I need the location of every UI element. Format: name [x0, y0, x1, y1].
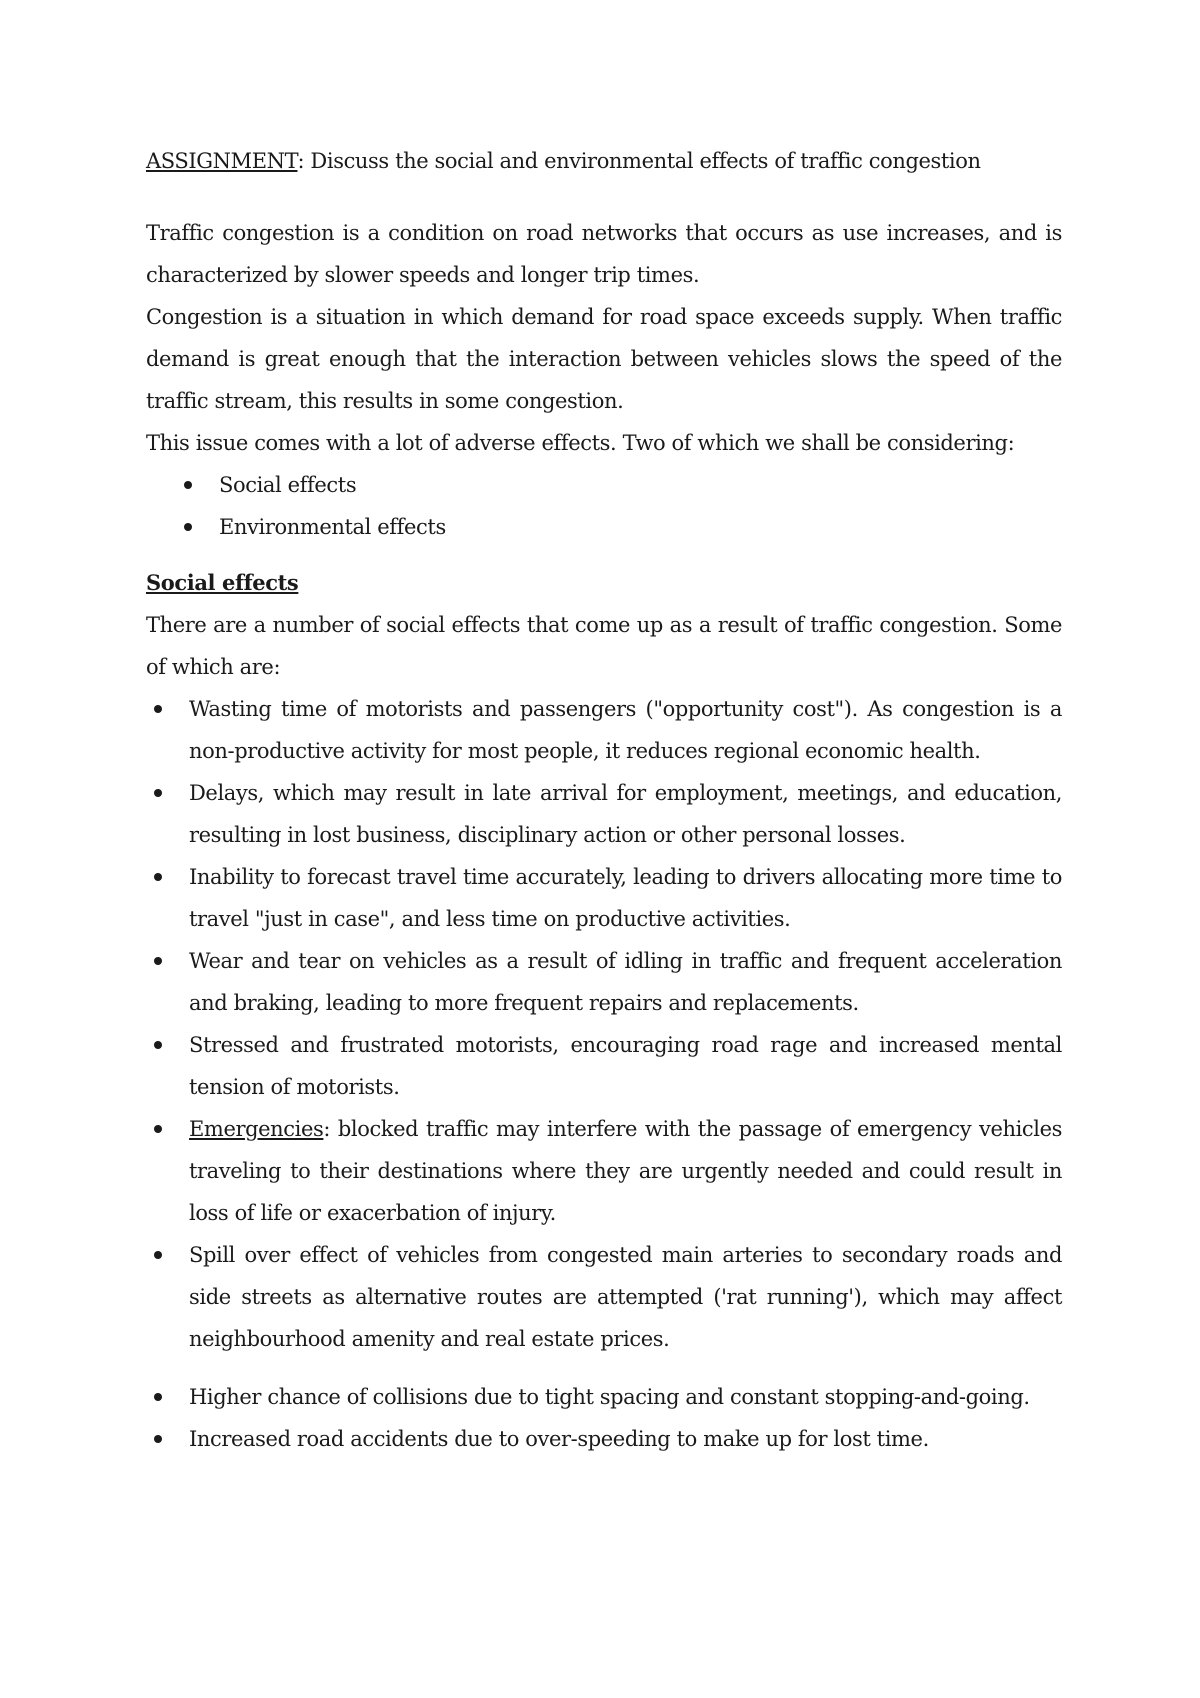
list-item: [146, 464, 1062, 506]
social-effects-list-continued: [146, 1376, 1062, 1460]
section-heading-social-effects: Social effects: [146, 570, 299, 595]
effects-list: [146, 464, 1062, 548]
document-page: [146, 140, 1062, 1460]
list-item: [146, 1418, 1062, 1460]
bullet-icon: [154, 957, 162, 965]
bullet-icon: [154, 873, 162, 881]
bullet-icon: [184, 523, 192, 531]
bullet-icon: [154, 1435, 162, 1443]
list-item-text: Social effects: [219, 473, 357, 497]
bullet-icon: [154, 1251, 162, 1259]
list-item-text: Environmental effects: [219, 515, 446, 539]
list-item: [146, 1376, 1062, 1418]
list-item-text: Stressed and frustrated motorists, encouraging road rage and increased mental tension of motorists.: [189, 1033, 1062, 1099]
bullet-icon: [154, 705, 162, 713]
list-item-text: Inability to forecast travel time accurately, leading to drivers allocating more time to travel "just in case", and less time on productive activities.: [189, 865, 1062, 931]
bullet-icon: [154, 1125, 162, 1133]
emergencies-label: Emergencies: [189, 1117, 324, 1141]
list-item-text: Spill over effect of vehicles from congested main arteries to secondary roads and side streets as alternative routes are attempted ('rat running'), which may affect neighbourhood amenity and real estate prices.: [189, 1243, 1062, 1351]
assignment-label: ASSIGNMENT: [146, 149, 298, 173]
list-item-text: Higher chance of collisions due to tight spacing and constant stopping-and-going.: [189, 1385, 1030, 1409]
intro-paragraph-definition: Traffic congestion is a condition on road networks that occurs as use increases, and is characterized by slower speeds and longer trip times.: [146, 221, 1062, 287]
assignment-topic: : Discuss the social and environmental effects of traffic congestion: [297, 149, 981, 173]
list-item-text: Wear and tear on vehicles as a result of idling in traffic and frequent acceleration and braking, leading to more frequent repairs and replacements.: [189, 949, 1062, 1015]
list-item-text: Delays, which may result in late arrival for employment, meetings, and education, resulting in lost business, disciplinary action or other personal losses.: [189, 781, 1062, 847]
bullet-icon: [154, 1393, 162, 1401]
list-item: [146, 506, 1062, 548]
list-item: [146, 772, 1062, 856]
list-item: [146, 1108, 1062, 1234]
list-item: [146, 688, 1062, 772]
list-item: [146, 1234, 1062, 1360]
bullet-icon: [154, 1041, 162, 1049]
list-item-text: Wasting time of motorists and passengers ("opportunity cost"). As congestion is a non-productive activity for most people, it reduces regional economic health.: [189, 697, 1062, 763]
intro-paragraph-congestion: Congestion is a situation in which demand for road space exceeds supply. When traffic demand is great enough that the interaction between vehicles slows the speed of the traffic stream, this results in some congestion.: [146, 305, 1062, 413]
social-effects-list: [146, 688, 1062, 1360]
bullet-icon: [184, 481, 192, 489]
list-item: [146, 856, 1062, 940]
list-item: [146, 1024, 1062, 1108]
intro-paragraph-effects: This issue comes with a lot of adverse effects. Two of which we shall be considering:: [146, 431, 1015, 455]
social-intro-paragraph: There are a number of social effects that come up as a result of traffic congestion. Some of which are:: [146, 613, 1062, 679]
list-item-text: : blocked traffic may interfere with the passage of emergency vehicles traveling to their destinations where they are urgently needed and could result in loss of life or exacerbation of injury.: [189, 1117, 1062, 1225]
bullet-icon: [154, 789, 162, 797]
list-item: [146, 940, 1062, 1024]
list-item-text: Increased road accidents due to over-speeding to make up for lost time.: [189, 1427, 929, 1451]
assignment-title: [146, 140, 1062, 182]
